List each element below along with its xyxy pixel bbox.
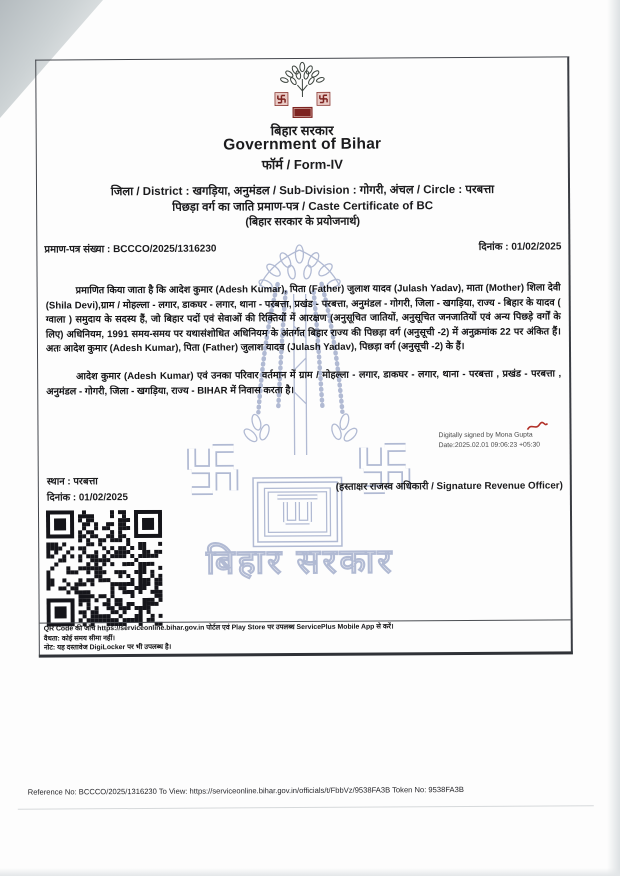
purpose-note: (बिहार सरकार के प्रयोजनार्थ) [245,215,361,229]
emblem-right-swastika-icon [316,92,329,105]
qr-code [46,510,163,627]
digital-signature-line-2: Date:2025.02.01 09:06:23 +05:30 [438,441,541,449]
certificate-title: पिछड़ा वर्ग का जाति प्रमाण-पत्र / Caste Certificate of BC [172,200,434,214]
footer-digilocker-note: नोट: यह दस्तावेज DigiLocker पर भी उपलब्ध है। [43,643,172,652]
digital-signature-line-1: Digitally signed by Mona Gupta [438,431,533,440]
footer-qr-note: QR Code की जाँच https://serviceonline.bihar.gov.in पोर्टल एवं Play Store पर उपलब्ध ServicePlus Mobile App से करें। [43,623,394,633]
signature-date-line: दिनांक : 01/02/2025 [46,492,128,504]
digital-signature-block [438,431,540,451]
reference-line: Reference No: BCCCO/2025/1316230 To View: https://serviceonline.bihar.gov.in/officials/t/FbbVz/9538FA3B Token No: 9538FA3B [27,785,464,797]
scan-bottom-edge [0,868,620,876]
revenue-officer-signature-line: (हस्ताक्षर राजस्व अधिकारी / Signature Revenue Officer) [335,480,563,493]
certificate-number: प्रमाण-पत्र संख्या : BCCCO/2025/1316230 [44,243,217,256]
issue-date: दिनांक : 01/02/2025 [478,241,562,253]
title-english: Government of Bihar [223,135,382,154]
footer-validity-note: वैधता: कोई समय सीमा नहीं। [43,634,115,643]
certificate-body-text [46,281,562,399]
title-hindi: बिहार सरकार [270,122,334,139]
government-of-bihar-emblem-icon [271,61,333,124]
certificate-border [35,56,573,657]
emblem-name-plaque [292,107,312,118]
watermark-text: बिहार सरकार [206,542,395,582]
footer-notes [44,621,567,653]
certificate-meta-row [44,238,561,255]
emblem-left-swastika-icon [274,93,287,106]
scan-edge-line [18,805,594,810]
district-line: जिला / District : खगड़िया, अनुमंडल / Sub-Division : गोगरी, अंचल / Circle : परबत्ता [110,183,495,199]
body-paragraph-2: आदेश कुमार (Adesh Kumar) एवं उनका परिवार वर्तमान में ग्राम / मोहल्ला - लगार, डाकघर - लगार, थाना - परबत्ता , प्रखंड - परबत्ता , अनुमंडल - गोगरी, जिला - खगड़िया, राज्य - BIHAR में निवास करता है। [46,368,562,398]
body-paragraph-1: प्रमाणित किया जाता है कि आदेश कुमार (Adesh Kumar), पिता (Father) जुलाश यादव (Julash Yadav), माता (Mother) शिला देवी (Shila Devi),ग्राम / मोहल्ला - लगार, डाकघर - लगार, थाना - परबत्ता, प्रखंड - परबत्ता, अनुमंडल - गोगरी, जिला - खगड़िया, राज्य - बिहार के यादव ( ग्वाला ) समुदाय के सदस्य हैं, जो बिहार पदों एवं सेवाओं की रिक्तियों में आरक्षण (अनुसूचित जातियों, अनुसूचित जनजातियों एवं अन्य पिछड़े वर्गों के लिए) अधिनियम, 1991 समय-समय पर यथासंशोधित अधिनियम के अंतर्गत बिहार राज्य की पिछड़ा वर्ग (अनुसूची -2) में अनुक्रमांक 22 पर अंकित हैं। अतः आदेश कुमार (Adesh Kumar), पिता (Father) जुलाश यादव (Julash Yadav), पिछड़ा वर्ग (अनुसूची -2) के हैं। [45,282,561,355]
form-number-line: फॉर्म / Form-IV [261,156,343,173]
scan-right-edge [607,0,620,876]
place-line: स्थान : परबत्ता [46,476,98,488]
